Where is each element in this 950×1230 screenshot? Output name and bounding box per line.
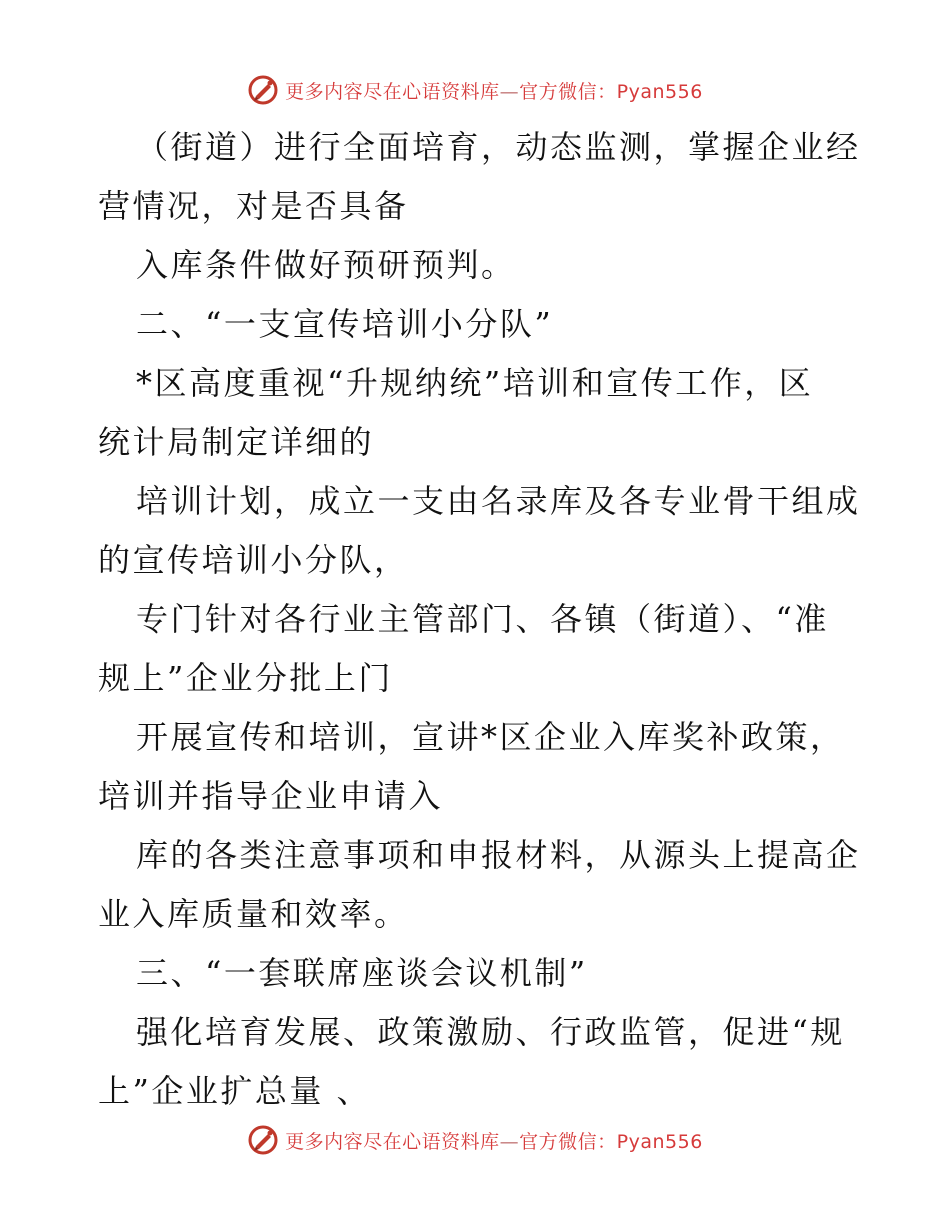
text-line: （街道）进行全面培育，动态监测，掌握企业经 (136, 128, 861, 166)
footer-banner-text (285, 1127, 703, 1154)
document-body (98, 118, 861, 1121)
text-line: *区高度重视“升规纳统”培训和宣传工作，区 (136, 364, 814, 402)
text-line: 业入库质量和效率。 (98, 895, 409, 933)
header-banner (0, 70, 950, 110)
text-line: 专门针对各行业主管部门、各镇（街道）、“准 (136, 600, 829, 638)
text-line: 上”企业扩总量 、 (98, 1072, 372, 1110)
header-banner-text (285, 77, 703, 104)
text-line: 库的各类注意事项和申报材料，从源头上提高企 (136, 836, 861, 874)
pen-seal-icon (247, 1124, 279, 1156)
text-line: 培训计划，成立一支由名录库及各专业骨干组成 (136, 482, 861, 520)
footer-banner (0, 1120, 950, 1160)
text-line: 三、“一套联席座谈会议机制” (136, 954, 588, 992)
text-line: 营情况，对是否具备 (98, 187, 409, 225)
text-line: 统计局制定详细的 (98, 423, 375, 461)
text-line: 规上”企业分批上门 (98, 659, 393, 697)
pen-seal-icon (247, 74, 279, 106)
text-line: 二、“一支宣传培训小分队” (136, 305, 554, 343)
footer-banner-suffix: 官方微信：Pyan556 (519, 1130, 703, 1153)
footer-banner-sep: — (499, 1130, 520, 1153)
text-line: 强化培育发展、政策激励、行政监管，促进“规 (136, 1013, 845, 1051)
header-banner-suffix: 官方微信：Pyan556 (519, 80, 703, 103)
text-line: 的宣传培训小分队， (98, 541, 409, 579)
header-banner-main: 更多内容尽在心语资料库 (285, 80, 500, 103)
text-line: 培训并指导企业申请入 (98, 777, 444, 815)
header-banner-sep: — (499, 80, 520, 103)
text-line: 入库条件做好预研预判。 (136, 246, 516, 284)
text-line: 开展宣传和培训，宣讲*区企业入库奖补政策， (136, 718, 845, 756)
footer-banner-main: 更多内容尽在心语资料库 (285, 1130, 500, 1153)
